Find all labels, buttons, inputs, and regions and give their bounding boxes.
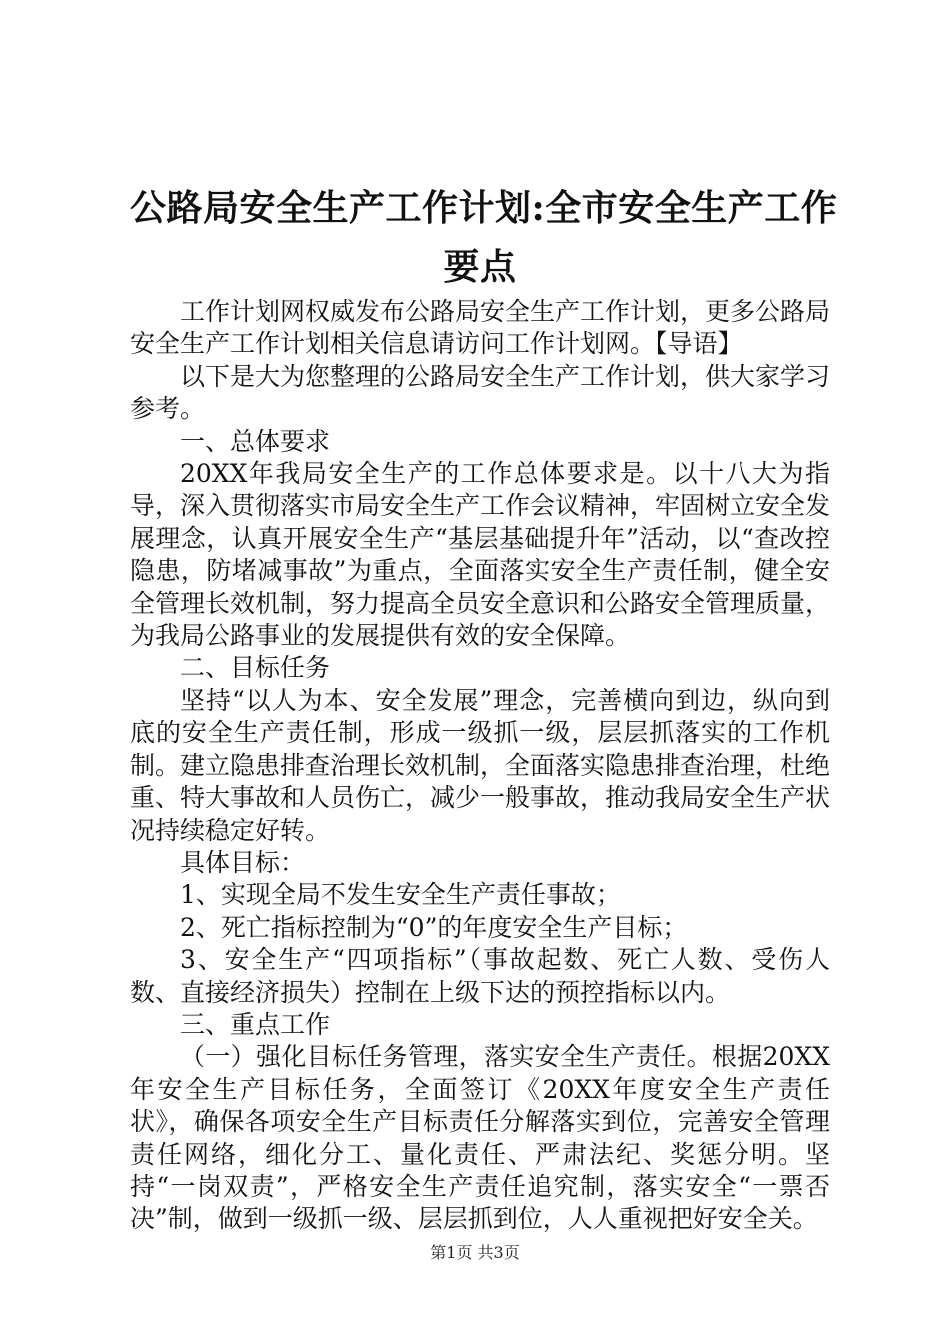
section-heading-overall-requirements: 一、总体要求 [180,426,331,456]
section-heading-goals: 二、目标任务 [180,653,331,683]
list-item-goal-2: 2、死亡指标控制为“0”的年度安全生产目标； [180,912,688,942]
list-item-goal-3: 3、安全生产“四项指标”（事故起数、死亡人数、受伤人数、直接经济损失）控制在上级下达的预控指标以内。 [130,945,830,1007]
document-body [130,296,830,1236]
document-title-line-1: 公路局安全生产工作计划:全市安全生产工作 [130,187,838,229]
paragraph-goals: 坚持“以人为本、安全发展”理念，完善横向到边，纵向到底的安全生产责任制，形成一级抓一级，层层抓落实的工作机制。建立隐患排查治理长效机制，全面落实隐患排查治理，杜绝重、特大事故和人员伤亡，减少一般事故，推动我局安全生产状况持续稳定好转。 [130,685,831,845]
subheading-specific-goals: 具体目标： [180,847,306,877]
page-number-footer: 第1页 共3页 [430,1243,520,1262]
paragraph-key-work-1: （一）强化目标任务管理，落实安全生产责任。根据20XX年安全生产目标任务，全面签订《20XX年度安全生产责任状》，确保各项安全生产目标责任分解落实到位，完善安全管理责任网络，细化分工、量化责任、严肃法纪、奖惩分明。坚持“一岗双责”，严格安全生产责任追究制，落实安全“一票否决”制，做到一级抓一级、层层抓到位，人人重视把好安全关。 [130,1042,830,1234]
document-title-line-2: 要点 [443,246,517,288]
list-item-goal-1: 1、实现全局不发生安全生产责任事故； [180,880,621,910]
paragraph-intro: 工作计划网权威发布公路局安全生产工作计划，更多公路局安全生产工作计划相关信息请访问工作计划网。【导语】 [130,297,831,359]
paragraph-overall-requirements: 20XX年我局安全生产的工作总体要求是。以十八大为指导，深入贯彻落实市局安全生产工作会议精神，牢固树立安全发展理念，认真开展安全生产“基层基础提升年”活动，以“查改控隐患，防堵减事故”为重点，全面落实安全生产责任制，健全安全管理长效机制，努力提高全员安全意识和公路安全管理质量，为我局公路事业的发展提供有效的安全保障。 [130,459,831,651]
paragraph-lead: 以下是大为您整理的公路局安全生产工作计划，供大家学习参考。 [130,361,831,424]
section-heading-key-work: 三、重点工作 [180,1009,331,1039]
